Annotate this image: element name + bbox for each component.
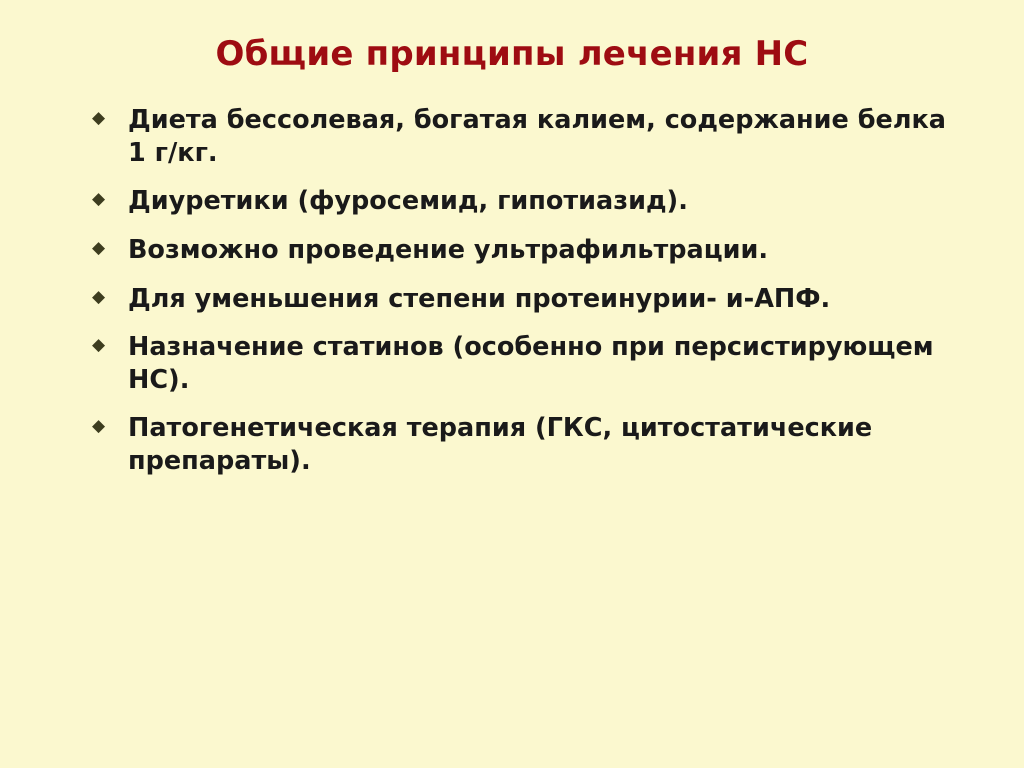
diamond-bullet-icon: ◆: [92, 108, 106, 128]
list-item: [78, 412, 958, 477]
list-item-label: Возможно проведение ультрафильтрации.: [128, 234, 769, 265]
list-item-label: Для уменьшения степени протеинурии- и-АПФ.: [128, 283, 831, 314]
page-title: Общие принципы лечения НС: [215, 34, 809, 74]
list-item-label: Диуретики (фуросемид, гипотиазид).: [128, 186, 688, 217]
list-item-label: Диета бессолевая, богатая калием, содержание белка 1 г/кг.: [128, 105, 947, 168]
diamond-bullet-icon: ◆: [92, 416, 106, 437]
list-item: [78, 104, 958, 169]
diamond-bullet-icon: ◆: [92, 237, 106, 258]
list-item-label: Назначение статинов (особенно при персистирующем НС).: [128, 332, 934, 395]
list-item: [78, 234, 958, 267]
list-item: [78, 185, 958, 218]
list-item: [78, 331, 958, 396]
list-item: [78, 283, 958, 316]
list-item-label: Патогенетическая терапия (ГКС, цитостатические препараты).: [128, 413, 873, 476]
diamond-bullet-icon: ◆: [92, 286, 106, 307]
diamond-bullet-icon: ◆: [92, 335, 106, 356]
bullet-list: [78, 104, 958, 494]
diamond-bullet-icon: ◆: [92, 189, 106, 210]
